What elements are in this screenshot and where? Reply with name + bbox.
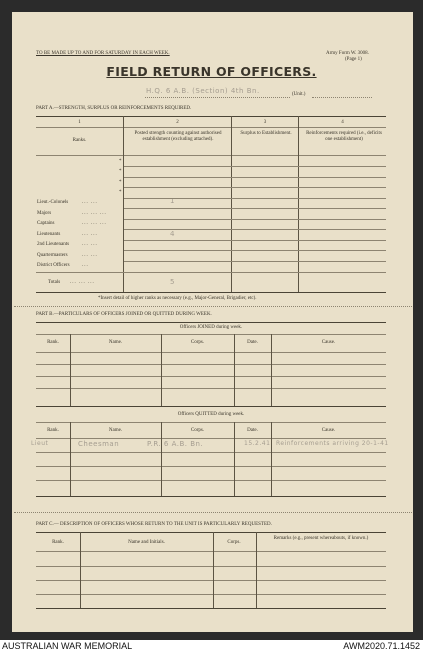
leader-dots: ... ... — [82, 253, 98, 258]
joined-title-rule — [36, 334, 386, 335]
quitted-cause: Reinforcements arriving 20-1-41 — [276, 440, 389, 447]
row-rule — [124, 177, 386, 178]
unit-underline — [145, 97, 290, 98]
asterisk: * — [119, 159, 122, 164]
leader-dots: ... ... ... — [70, 280, 95, 285]
part-c-col-line — [256, 532, 257, 608]
leader-dots: ... ... ... — [82, 221, 107, 226]
leader-dots: ... ... — [82, 232, 98, 237]
rank-label-lt-colonels: Lieut.-Colonels — [37, 200, 69, 205]
quitted-col-name: Name. — [108, 428, 123, 433]
part-c-heading: PART C.— DESCRIPTION OF OFFICERS WHOSE RETURN TO THE UNIT IS PARTICULARLY REQUESTED. — [36, 522, 272, 527]
row-rule — [124, 250, 386, 251]
part-c-col-remarks: Remarks (e.g., present whereabouts, if known.) — [273, 536, 369, 541]
row-rule — [36, 480, 386, 481]
quitted-date: 15.2.41 — [244, 440, 271, 447]
part-c-col-name: Name and Initials. — [128, 540, 165, 545]
quitted-bottom-rule — [36, 496, 386, 497]
row-rule — [124, 261, 386, 262]
row-rule — [124, 240, 386, 241]
quitted-col-rank: Rank. — [47, 428, 59, 433]
row-rule — [124, 208, 386, 209]
part-c-bottom-rule — [36, 608, 386, 609]
joined-bottom-rule — [36, 406, 386, 407]
part-divider — [14, 306, 412, 307]
part-divider — [14, 512, 412, 513]
part-b-top-rule — [36, 322, 386, 323]
totals-top-rule — [36, 272, 386, 273]
joined-col-line — [271, 334, 272, 406]
asterisk: * — [119, 190, 122, 195]
rank-label-2nd-lieutenants: 2nd Lieutenants — [37, 242, 70, 247]
joined-col-date: Date. — [247, 340, 258, 345]
asterisk: * — [119, 169, 122, 174]
quitted-col-corps: Corps. — [190, 428, 205, 433]
quitted-col-cause: Cause. — [321, 428, 336, 433]
rank-label-lieutenants: Lieutenants — [37, 232, 61, 237]
row-rule — [36, 580, 386, 581]
row-rule — [36, 376, 386, 377]
part-c-col-line — [80, 532, 81, 608]
part-b-heading: PART B.—PARTICULARS OF OFFICERS JOINED OR QUITTED DURING WEEK. — [36, 312, 212, 317]
part-a-footnote: *Insert detail of higher ranks as necessary (e.g., Major-General, Brigadier, etc). — [98, 296, 257, 301]
unit-label: (Unit.) — [292, 92, 306, 97]
col-header-ranks: Ranks. — [72, 138, 87, 143]
part-c-header-rule — [36, 551, 386, 552]
joined-col-rank: Rank. — [47, 340, 59, 345]
quitted-col-line — [70, 422, 71, 496]
footer-accession-number: AWM2020.71.1452 — [343, 641, 420, 651]
rank-label-quartermasters: Quartermasters — [37, 253, 68, 258]
totals-label: Totals — [48, 280, 61, 285]
row-rule — [124, 229, 386, 230]
row-rule — [124, 219, 386, 220]
part-a-heading: PART A.—STRENGTH, SURPLUS OR REINFORCEMENTS REQUIRED. — [36, 106, 192, 111]
row-rule — [124, 166, 386, 167]
part-c-col-corps: Corps. — [227, 540, 241, 545]
joined-col-name: Name. — [108, 340, 123, 345]
army-form-number: Army Form W. 3008. — [326, 51, 369, 56]
col-number-3: 3 — [263, 120, 267, 125]
posted-value-majors: 1 — [170, 197, 175, 205]
row-rule — [36, 364, 386, 365]
col-header-surplus: Surplus to Establishment. — [240, 131, 292, 136]
col-number-rule — [36, 127, 386, 128]
leader-dots: ... ... — [82, 242, 98, 247]
joined-col-line — [70, 334, 71, 406]
part-c-col-line — [213, 532, 214, 608]
asterisk: * — [119, 180, 122, 185]
row-rule — [124, 187, 386, 188]
joined-col-cause: Cause. — [321, 340, 336, 345]
joined-col-line — [161, 334, 162, 406]
col-number-2: 2 — [176, 120, 179, 125]
quitted-title: Officers QUITTED during week. — [177, 412, 245, 417]
part-a-bottom-rule — [36, 292, 386, 293]
joined-title: Officers JOINED during week. — [179, 325, 243, 330]
row-rule — [36, 566, 386, 567]
unit-underline-2 — [312, 97, 372, 98]
col-header-reinforcements: Reinforcements required (i.e., deficits one establishment) — [306, 131, 382, 142]
col-header-posted: Posted strength counting against authorised establishment (excluding attached). — [134, 131, 222, 142]
quitted-title-rule — [36, 422, 386, 423]
part-a-col-line — [298, 116, 299, 292]
leader-dots: ... — [82, 263, 89, 268]
part-c-col-rank: Rank. — [52, 540, 64, 545]
leader-dots: ... ... — [82, 200, 98, 205]
unit-handwritten: H.Q. 6 A.B. (Section) 4th Bn. — [146, 87, 260, 95]
part-a-col-line — [231, 116, 232, 292]
part-c-top-rule — [36, 532, 386, 533]
quitted-col-date: Date. — [247, 428, 258, 433]
top-note: TO BE MADE UP TO AND FOR SATURDAY IN EACH WEEK. — [36, 51, 170, 56]
quitted-corps: P.R. 6 A.B. Bn. — [147, 440, 204, 448]
header-bottom-rule — [36, 155, 386, 156]
row-rule — [36, 452, 386, 453]
row-rule — [36, 594, 386, 595]
quitted-name: Cheesman — [78, 440, 120, 448]
rank-label-majors: Majors — [37, 211, 52, 216]
totals-posted-value: 5 — [170, 278, 175, 286]
leader-dots: ... ... ... — [82, 211, 107, 216]
col-number-4: 4 — [341, 120, 344, 125]
posted-value-lieutenants: 4 — [170, 230, 175, 238]
page-number: (Page 1) — [345, 57, 362, 62]
part-a-top-rule — [36, 116, 386, 117]
quitted-rank: Lieut — [31, 440, 49, 447]
quitted-col-line — [161, 422, 162, 496]
joined-col-corps: Corps. — [190, 340, 205, 345]
quitted-col-line — [234, 422, 235, 496]
quitted-header-rule — [36, 438, 386, 439]
row-rule — [124, 198, 386, 199]
joined-header-rule — [36, 352, 386, 353]
row-rule — [36, 466, 386, 467]
part-a-col-line — [123, 116, 124, 292]
rank-label-captains: Captains — [37, 221, 55, 226]
row-rule — [36, 388, 386, 389]
page-title: FIELD RETURN OF OFFICERS. — [106, 64, 317, 79]
footer-institution: AUSTRALIAN WAR MEMORIAL — [2, 641, 133, 651]
joined-col-line — [234, 334, 235, 406]
quitted-col-line — [271, 422, 272, 496]
rank-label-district-officers: District Officers — [37, 263, 70, 268]
col-number-1: 1 — [78, 120, 81, 125]
